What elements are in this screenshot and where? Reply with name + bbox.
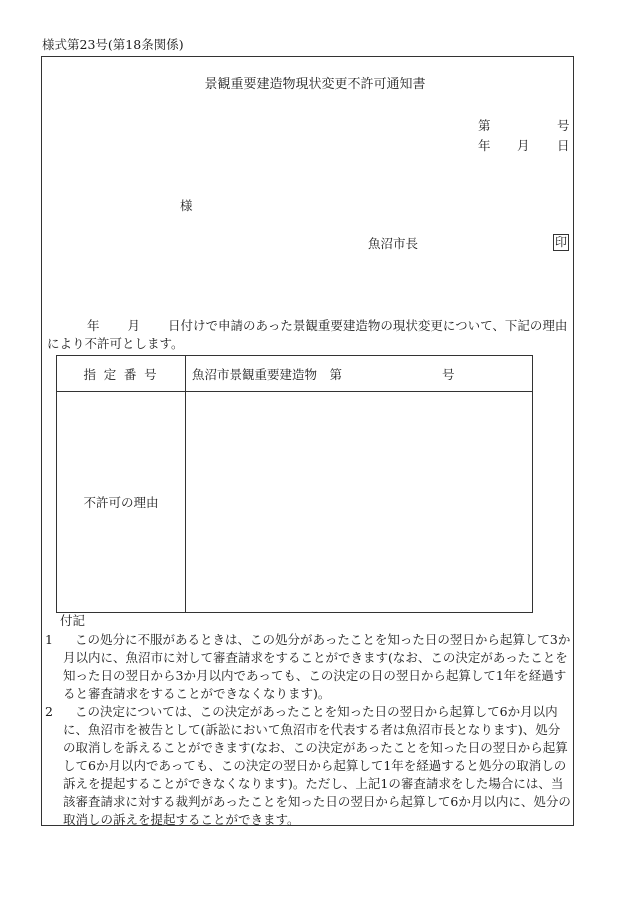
body-month: 月 [127, 318, 141, 333]
note-number: 1 [45, 632, 53, 647]
designation-value [186, 356, 533, 392]
designation-value-suffix: 号 [442, 366, 455, 382]
seal-mark: 印 [554, 235, 567, 249]
form-label: 様式第23号(第18条関係) [42, 37, 184, 52]
date-day: 日 [557, 138, 570, 153]
designation-table [56, 355, 533, 613]
reason-label: 不許可の理由 [57, 392, 186, 613]
number-go: 号 [557, 118, 570, 133]
date-month: 月 [517, 138, 530, 153]
document-title: 景観重要建造物現状変更不許可通知書 [204, 77, 426, 92]
notice-body [47, 317, 569, 353]
reason-value-cell [186, 392, 533, 613]
note-text: この処分に不服があるときは、この処分があったことを知った日の翌日から起算して3か月以内に、魚沼市に対して審査請求をすることができます(なお、この決定があったことを知った日の翌日から3か月以内であっても、この決定の日の翌日から起算して1年を経過すると審査請求をすることができなくなります)。 [63, 632, 571, 701]
date-year: 年 [478, 138, 491, 153]
number-dai: 第 [478, 118, 491, 133]
notes-title: 付記 [60, 613, 86, 628]
body-year: 年 [87, 318, 100, 333]
designation-label: 指 定 番 号 [57, 356, 186, 392]
designation-value-prefix: 魚沼市景観重要建造物 第 [192, 366, 343, 382]
note-number: 2 [45, 704, 53, 719]
body-text: 日付けで申請のあった景観重要建造物の現状変更について、下記の理由により不許可とします。 [47, 318, 568, 351]
note-text: この決定については、この決定があったことを知った日の翌日から起算して6か月以内に、魚沼市を被告として(訴訟において魚沼市を代表する者は魚沼市長となります)、処分の取消しを訴えることができます(なお、この決定があったことを知った日の翌日から起算して6か月以内であっても、この決定の翌日から起算して1年を経過すると処分の取消しの訴えを提起することができなくなります)。ただし、上記1の審査請求をした場合には、当該審査請求に対する裁判があったことを知った日の翌日から起算して6か月以内に、処分の取消しの訴えを提起することができます。 [63, 704, 571, 827]
addressee-suffix: 様 [180, 198, 193, 213]
issuer-name: 魚沼市長 [368, 236, 419, 251]
note-item-2 [45, 703, 571, 829]
note-item-1 [45, 631, 571, 703]
